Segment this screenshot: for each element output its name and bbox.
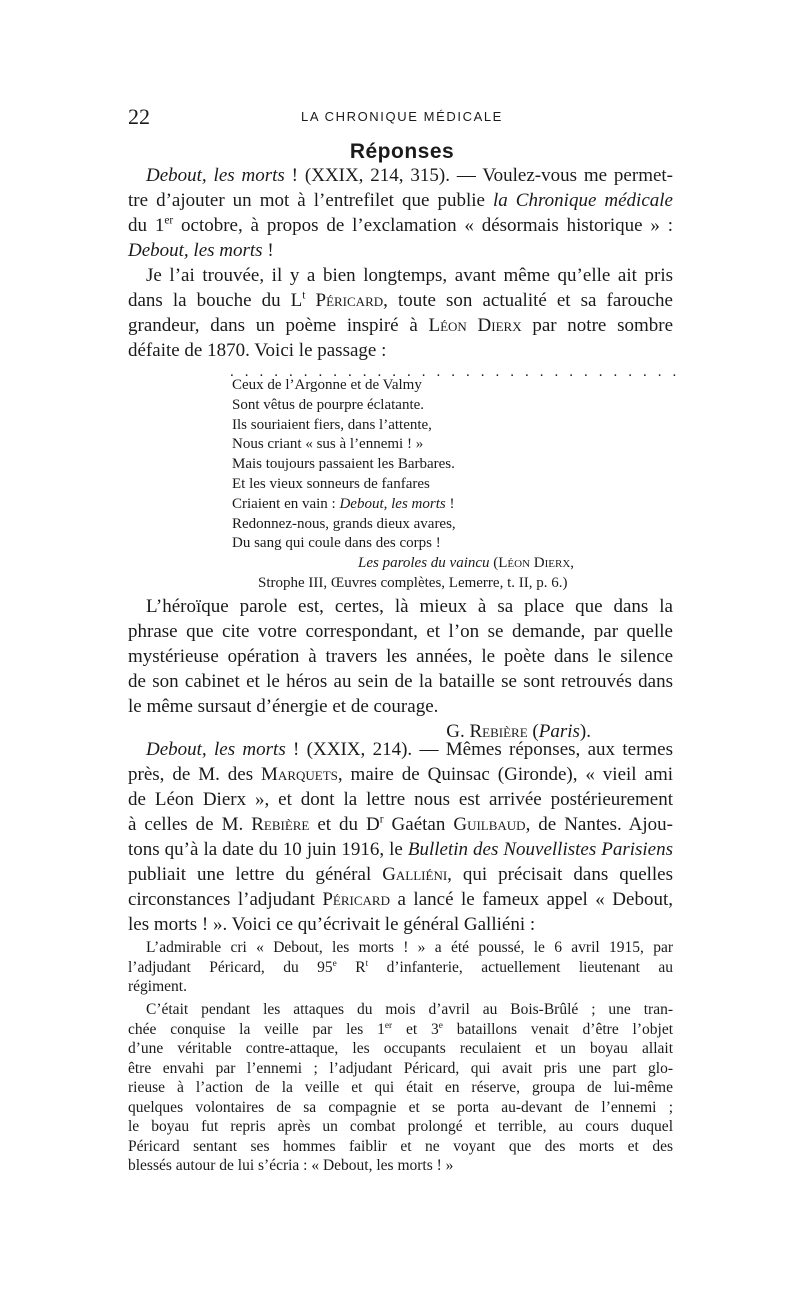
text-line: les morts ! ». Voici ce qu’écrivait le général Galliéni : [128, 914, 536, 935]
text-line [128, 762, 673, 787]
superscript: t [302, 289, 306, 302]
person-name: Rebière [251, 814, 310, 835]
text-line [128, 887, 673, 912]
running-head [128, 104, 676, 134]
superscript: er [384, 1020, 393, 1031]
text: publiait une lettre du général [128, 864, 383, 885]
text-line: Péricard sentant ses hommes faiblir et ne voyant que des morts et des [128, 1137, 673, 1155]
quote-paragraph-2 [128, 1000, 673, 1176]
text: ! [445, 495, 455, 512]
text-line: quelques volontaires de sa compagnie et se porta au-devant de l’ennemi ; [128, 1098, 673, 1116]
text-line [128, 213, 673, 238]
italic-heading: Debout, les morts [146, 165, 285, 186]
superscript: e [332, 958, 337, 969]
text: du 1 [128, 215, 165, 236]
text: et 3 [392, 1020, 439, 1038]
journal-title: LA CHRONIQUE MÉDICALE [301, 109, 503, 124]
poem-line: Et les vieux sonneurs de fanfares [232, 475, 430, 492]
quote-paragraph-1 [128, 938, 673, 997]
text-line [128, 188, 673, 213]
poem-line [232, 495, 672, 515]
poem-line: Sont vêtus de pourpre éclatante. [232, 396, 425, 413]
text-line: régiment. [128, 978, 187, 995]
page-number: 22 [128, 104, 150, 129]
superscript: r [379, 813, 384, 826]
text: ! [262, 240, 274, 261]
text-line [128, 338, 673, 363]
superscript: er [164, 214, 174, 227]
text: , maire de Quinsac (Gironde), « vieil ami [337, 764, 673, 785]
text-line [128, 313, 673, 338]
text: , qui précisait dans quelles [447, 864, 674, 885]
text: R [336, 958, 366, 976]
text: L’héroïque parole est, certes, là mieux à sa place que dans la [146, 596, 673, 617]
letter1-paragraph-3 [128, 594, 673, 744]
author-name: Rebière [469, 721, 528, 742]
poem-citation [232, 554, 672, 574]
text-line: le boyau fut repris après un combat prolongé et terrible, au cours duquel [128, 1118, 673, 1135]
person-name: Péricard [315, 290, 384, 311]
text: près, de M. des [128, 764, 262, 785]
text-line [128, 958, 673, 978]
text-line [128, 594, 673, 619]
text: d’infanterie, actuellement lieutenant au [368, 958, 673, 976]
person-name: Léon Dierx [498, 555, 571, 572]
superscript: e [438, 1020, 443, 1031]
person-name: Guilbaud [453, 814, 526, 835]
text: Je l’ai trouvée, il y a bien longtemps, avant même qu’elle ait pris [146, 265, 673, 286]
text: défaite de 1870. Voici le passage : [128, 340, 387, 361]
text: Criaient en vain : [232, 495, 340, 512]
text-line [128, 737, 673, 762]
text: grandeur, dans un poème inspiré à [128, 315, 429, 336]
text-line: blessés autour de lui s’écria : « Debout, les morts ! » [128, 1157, 454, 1174]
author-city: Paris [538, 721, 580, 742]
person-name: Marquets [261, 764, 338, 785]
text-line [128, 862, 673, 887]
italic-phrase: Debout, les morts [339, 495, 446, 512]
text-line [128, 263, 673, 288]
text: L’admirable cri « Debout, les morts ! » a été poussé, le 6 avril 1915, par [146, 939, 673, 956]
italic-heading: Debout, les morts [146, 739, 286, 760]
person-name: Galliéni [382, 864, 448, 885]
section-title: Réponses [349, 140, 455, 163]
text-line: mystérieuse opération à travers les années, le poète dans le silence [128, 646, 673, 667]
poem-line: Ils souriaient fiers, dans l’attente, [232, 416, 432, 433]
text: ! (XXIX, 214). — Mêmes réponses, aux termes [285, 739, 673, 760]
superscript: t [365, 958, 369, 969]
text: par notre sombre [521, 315, 674, 336]
text-line: de son cabinet et le héros au sein de la bataille se sont retrouvés dans [128, 671, 673, 692]
text: G. [446, 721, 470, 742]
text-line: rieuse à l’action de la veille et qui était en réserve, groupa de lui-même [128, 1079, 673, 1096]
poem-line: Ceux de l’Argonne et de Valmy [232, 377, 422, 393]
text: ( [489, 555, 499, 572]
poem-line: Nous criant « sus à l’ennemi ! » [232, 436, 424, 453]
text-line [128, 1000, 673, 1020]
text: ( [527, 721, 539, 742]
text-line [128, 163, 673, 188]
text: dans la bouche du L [128, 290, 303, 311]
text-line [128, 1020, 673, 1040]
publication-title: Bulletin des Nouvellistes Parisiens [407, 839, 674, 860]
text-line [128, 812, 673, 837]
poem-line: Du sang qui coule dans des corps ! [232, 535, 441, 552]
person-name: Léon Dierx [428, 315, 522, 336]
text-line: le même sursaut d’énergie et de courage. [128, 696, 439, 717]
poem-line: Mais toujours passaient les Barbares. [232, 456, 455, 473]
text-line [128, 238, 673, 263]
text: Gaétan [383, 814, 454, 835]
text: l’adjudant Péricard, du 95 [128, 958, 333, 976]
text: C’était pendant les attaques du mois d’avril au Bois-Brûlé ; une tran- [146, 1001, 673, 1018]
text-line [128, 837, 673, 862]
text: , [570, 555, 575, 572]
journal-reference: la Chronique médicale [492, 190, 673, 211]
text: ! (XXIX, 214, 315). — Voulez-vous me permet- [284, 165, 674, 186]
text-line: phrase que cite votre correspondant, et l’on se demande, par quelle [128, 621, 673, 642]
text: tons qu’à la date du 10 juin 1916, le [128, 839, 408, 860]
text: chée conquise la veille par les 1 [128, 1020, 385, 1038]
text: circonstances l’adjudant [128, 889, 323, 910]
text-line [128, 288, 673, 313]
text-line: de Léon Dierx », et dont la lettre nous est arrivée postérieurement [128, 789, 673, 810]
letter2-paragraph [128, 737, 673, 937]
text: et du D [309, 814, 380, 835]
text-line [128, 938, 673, 958]
ellipsis-dots: ............................... [230, 364, 688, 380]
text: octobre, à propos de l’exclamation « désormais historique » : [173, 215, 673, 236]
text: , de Nantes. Ajou- [525, 814, 673, 835]
text: tre d’ajouter un mot à l’entrefilet que publie [128, 190, 493, 211]
poem-line: Redonnez-nous, grands dieux avares, [232, 515, 456, 532]
poem-citation-source: Strophe III, Œuvres complètes, Lemerre, t. II, p. 6.) [258, 574, 568, 591]
text-line: d’une véritable contre-attaque, les occupants reculaient et un boyau allait [128, 1040, 673, 1057]
text: a lancé le fameux appel « Debout, [390, 889, 673, 910]
letter1-paragraph-2 [128, 263, 673, 363]
text: bataillons venait d’être l’objet [442, 1020, 673, 1038]
text: ). [579, 721, 591, 742]
letter1-paragraph-1 [128, 163, 673, 263]
person-name: Péricard [322, 889, 390, 910]
text: à celles de M. [128, 814, 252, 835]
text: , toute son actualité et sa farouche [383, 290, 673, 311]
italic-phrase: Debout, les morts [128, 240, 263, 261]
text-line: être envahi par l’ennemi ; l’adjudant Péricard, qui avait pris une part glo- [128, 1059, 673, 1077]
poem-excerpt [230, 364, 688, 594]
work-title: Les paroles du vaincu [358, 555, 490, 572]
